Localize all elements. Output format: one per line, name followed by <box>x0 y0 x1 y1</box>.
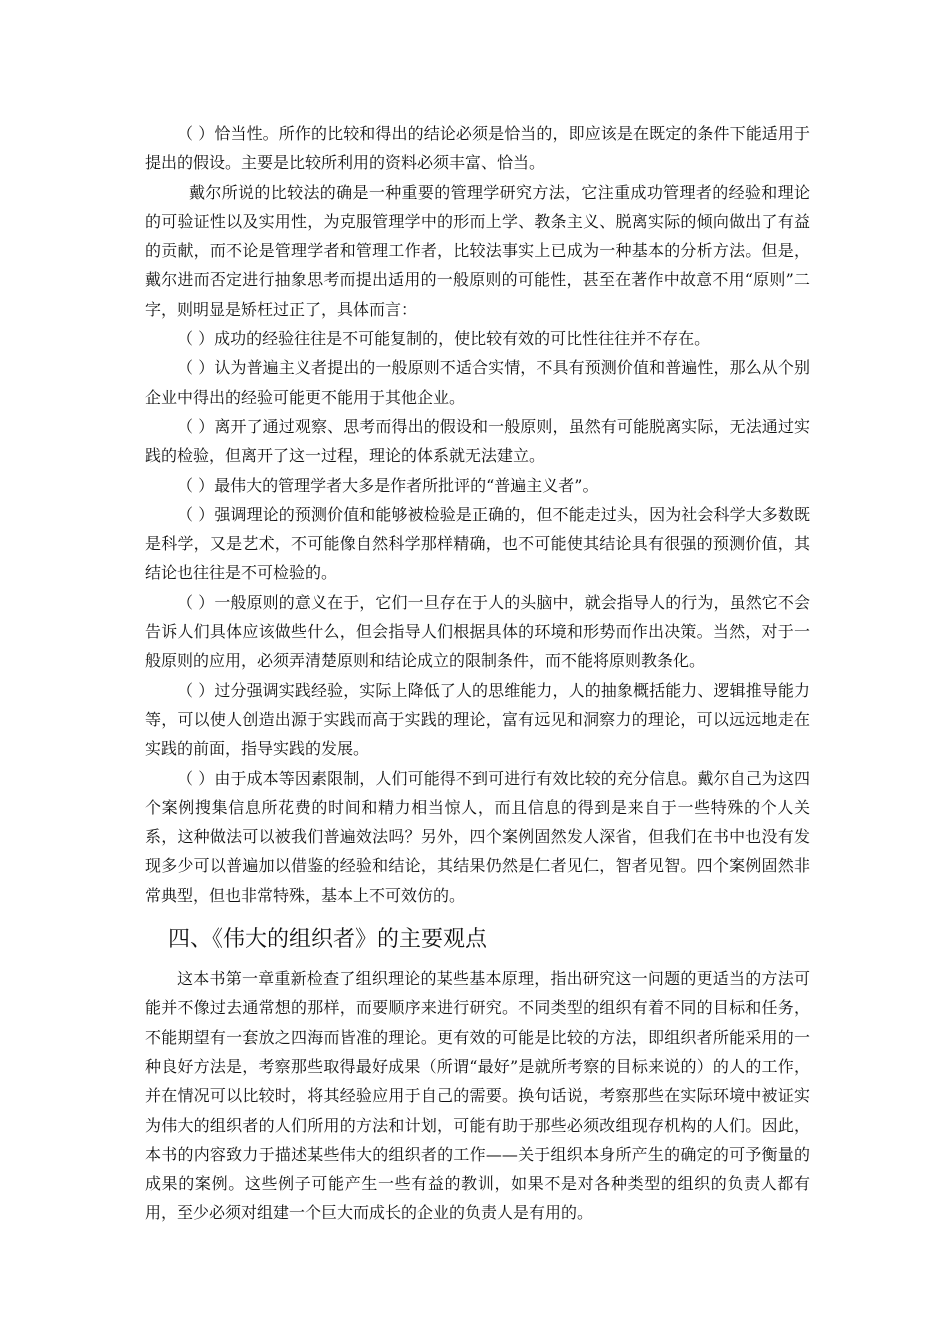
paragraph-point-experience-not-replicable: （ ）成功的经验往往是不可能复制的，使比较有效的可比性往往并不存在。 <box>177 329 711 349</box>
section-heading: 四、《伟大的组织者》的主要观点 <box>168 927 488 953</box>
paragraph-point-meaning-of-principles: （ ）一般原则的意义在于，它们一旦存在于人的头脑中，就会指导人的行为，虽然它不会告诉人们具体应该做些什么，但会指导人们根据具体的环境和形势而作出决策。当然，对于一般原则的应用，必须弄清楚原则和结论成立的限制条件，而不能将原则教条化。 <box>145 592 810 671</box>
paragraph-great-organizers: 这本书第一章重新检查了组织理论的某些基本原理，指出研究这一问题的更适当的方法可能并不像过去通常想的那样，而要顺序来进行研究。不同类型的组织有着不同的目标和任务，不能期望有一套放之四海而皆准的理论。更有效的可能是比较的方法，即组织者所能采用的一种良好方法是，考察那些取得最好成果（所谓“最好”是就所考察的目标来说的）的人的工作，并在情况可以比较时，将其经验应用于自己的需要。换句话说，考察那些在实际环境中被证实为伟大的组织者的人们所用的方法和计划，可能有助于那些必须改组现存机构的人们。因此，本书的内容致力于描述某些伟大的组织者的工作——关于组织本身所产生的确定的可予衡量的成果的案例。这些例子可能产生一些有益的教训，如果不是对各种类型的组织的负责人都有用，至少必须对组建一个巨大而成长的企业的负责人是有用的。 <box>145 969 810 1223</box>
paragraph-appropriateness: （ ）恰当性。所作的比较和得出的结论必须是恰当的，即应该是在既定的条件下能适用于提出的假设。主要是比较所利用的资料必须丰富、恰当。 <box>145 124 810 173</box>
paragraph-point-cost-limits: （ ）由于成本等因素限制，人们可能得不到可进行有效比较的充分信息。戴尔自己为这四个案例搜集信息所花费的时间和精力相当惊人，而且信息的得到是来自于一些特殊的个人关系，这种做法可以被我们普遍效法吗？另外，四个案例固然发人深省，但我们在书中也没有发现多少可以普遍加以借鉴的经验和结论，其结果仍然是仁者见仁，智者见智。四个案例固然非常典型，但也非常特殊，基本上不可效仿的。 <box>145 768 810 905</box>
section-body <box>145 964 810 1228</box>
paragraph-point-predictive-value: （ ）强调理论的预测价值和能够被检验是正确的，但不能走过头，因为社会科学大多数既是科学，又是艺术，不可能像自然科学那样精确，也不可能使其结论具有很强的预测价值，其结论也往往是不可检验的。 <box>145 504 810 583</box>
paragraph-dale-comparison-method: 戴尔所说的比较法的确是一种重要的管理学研究方法，它注重成功管理者的经验和理论的可验证性以及实用性，为克服管理学中的形而上学、教条主义、脱离实际的倾向做出了有益的贡献，而不论是管理学者和管理工作者，比较法事实上已成为一种基本的分析方法。但是，戴尔进而否定进行抽象思考而提出适用的一般原则的可能性，甚至在著作中故意不用“原则”二字，则明显是矫枉过正了，具体而言： <box>145 182 810 319</box>
paragraph-point-hypotheses: （ ）离开了通过观察、思考而得出的假设和一般原则，虽然有可能脱离实际，无法通过实践的检验，但离开了这一过程，理论的体系就无法建立。 <box>145 416 810 466</box>
document-body <box>145 119 810 1228</box>
paragraph-point-general-principles: （ ）认为普遍主义者提出的一般原则不适合实情，不具有预测价值和普遍性，那么从个别企业中得出的经验可能更不能用于其他企业。 <box>145 358 810 407</box>
paragraph-point-greatest-scholars: （ ）最伟大的管理学者大多是作者所批评的“普遍主义者”。 <box>177 475 599 495</box>
paragraph-point-practical-experience: （ ）过分强调实践经验，实际上降低了人的思维能力，人的抽象概括能力、逻辑推导能力等，可以使人创造出源于实践而高于实践的理论，富有远见和洞察力的理论，可以远远地走在实践的前面，指导实践的发展。 <box>145 680 810 759</box>
